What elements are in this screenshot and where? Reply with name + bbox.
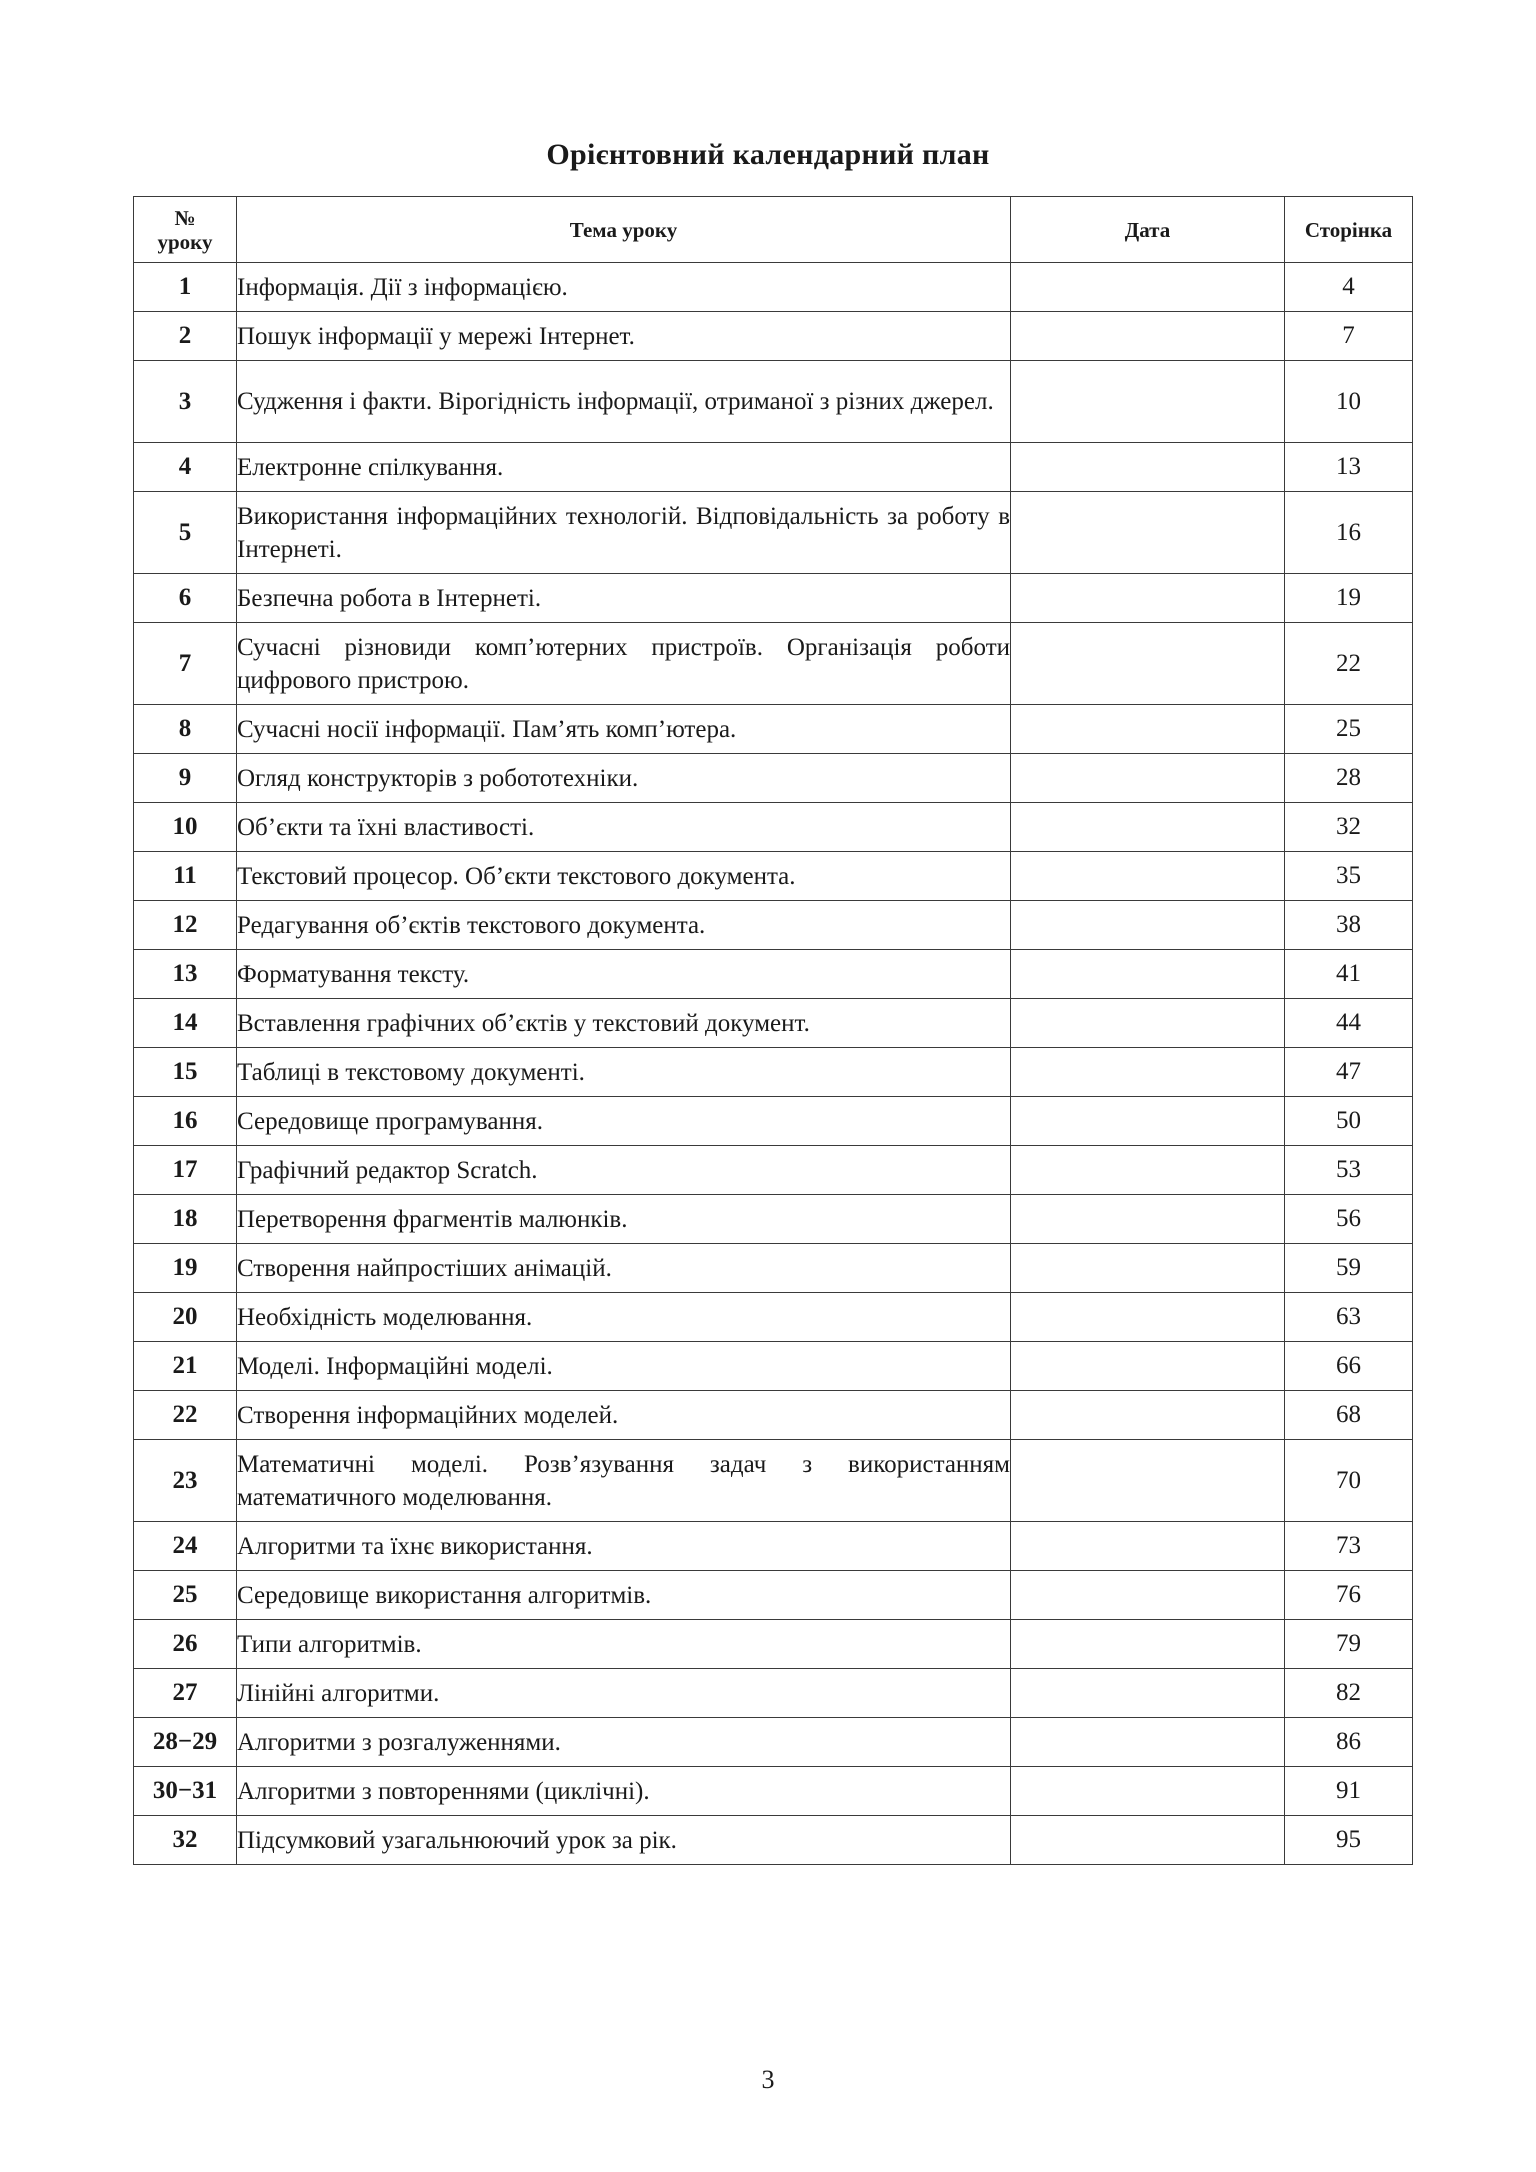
- table-row: [134, 443, 1413, 492]
- lesson-date-cell[interactable]: [1011, 1244, 1285, 1293]
- table-row: [134, 901, 1413, 950]
- lesson-page: 86: [1285, 1718, 1413, 1767]
- lesson-date-cell[interactable]: [1011, 1293, 1285, 1342]
- table-row: [134, 1620, 1413, 1669]
- lesson-date-cell[interactable]: [1011, 1522, 1285, 1571]
- lesson-number: 8: [134, 705, 237, 754]
- lesson-number: 28−29: [134, 1718, 237, 1767]
- lesson-date-cell[interactable]: [1011, 361, 1285, 443]
- lesson-page: 91: [1285, 1767, 1413, 1816]
- table-row: [134, 492, 1413, 574]
- lesson-number: 30−31: [134, 1767, 237, 1816]
- lesson-date-cell[interactable]: [1011, 705, 1285, 754]
- lesson-number: 11: [134, 852, 237, 901]
- lesson-date-cell[interactable]: [1011, 754, 1285, 803]
- lesson-date-cell[interactable]: [1011, 1620, 1285, 1669]
- lesson-date-cell[interactable]: [1011, 1097, 1285, 1146]
- lesson-date-cell[interactable]: [1011, 1440, 1285, 1522]
- lesson-topic: Алгоритми та їхнє використання.: [237, 1522, 1011, 1571]
- table-row: [134, 1195, 1413, 1244]
- lesson-page: 32: [1285, 803, 1413, 852]
- lesson-topic: Електронне спілкування.: [237, 443, 1011, 492]
- lesson-number: 21: [134, 1342, 237, 1391]
- table-row: [134, 705, 1413, 754]
- lesson-topic: Безпечна робота в Інтернеті.: [237, 574, 1011, 623]
- lesson-topic: Таблиці в текстовому документі.: [237, 1048, 1011, 1097]
- page-number: 3: [761, 2065, 775, 2094]
- lesson-date-cell[interactable]: [1011, 1767, 1285, 1816]
- lesson-topic: Математичні моделі. Розв’язування задач з використанням математичного моделювання.: [237, 1440, 1011, 1522]
- lesson-page: 44: [1285, 999, 1413, 1048]
- header-date: Дата: [1011, 197, 1285, 263]
- table-row: [134, 1669, 1413, 1718]
- lesson-page: 41: [1285, 950, 1413, 999]
- lesson-date-cell[interactable]: [1011, 492, 1285, 574]
- lesson-date-cell[interactable]: [1011, 443, 1285, 492]
- table-row: [134, 1391, 1413, 1440]
- lesson-topic: Необхідність моделювання.: [237, 1293, 1011, 1342]
- lesson-page: 47: [1285, 1048, 1413, 1097]
- lesson-topic: Вставлення графічних об’єктів у текстовий документ.: [237, 999, 1011, 1048]
- lesson-topic: Типи алгоритмів.: [237, 1620, 1011, 1669]
- lesson-topic: Сучасні різновиди комп’ютерних пристроїв. Організація роботи цифрового пристрою.: [237, 623, 1011, 705]
- lesson-number: 22: [134, 1391, 237, 1440]
- lesson-number: 26: [134, 1620, 237, 1669]
- lesson-number: 32: [134, 1816, 237, 1865]
- page-title: Орієнтовний календарний план: [546, 138, 990, 171]
- lesson-number: 1: [134, 263, 237, 312]
- lesson-page: 95: [1285, 1816, 1413, 1865]
- lesson-number: 19: [134, 1244, 237, 1293]
- lesson-number: 9: [134, 754, 237, 803]
- table-row: [134, 1718, 1413, 1767]
- lesson-number: 18: [134, 1195, 237, 1244]
- lesson-topic: Алгоритми з розгалуженнями.: [237, 1718, 1011, 1767]
- lesson-page: 4: [1285, 263, 1413, 312]
- lesson-topic: Графічний редактор Scratch.: [237, 1146, 1011, 1195]
- lesson-number: 10: [134, 803, 237, 852]
- table-row: [134, 1342, 1413, 1391]
- lesson-page: 56: [1285, 1195, 1413, 1244]
- lesson-date-cell[interactable]: [1011, 623, 1285, 705]
- lesson-topic: Текстовий процесор. Об’єкти текстового документа.: [237, 852, 1011, 901]
- table-row: [134, 1048, 1413, 1097]
- table-header-row: [134, 197, 1413, 263]
- table-row: [134, 312, 1413, 361]
- table-row: [134, 1293, 1413, 1342]
- lesson-page: 79: [1285, 1620, 1413, 1669]
- table-row: [134, 1522, 1413, 1571]
- table-row: [134, 999, 1413, 1048]
- lesson-number: 27: [134, 1669, 237, 1718]
- lesson-number: 3: [134, 361, 237, 443]
- lesson-topic: Використання інформаційних технологій. Відповідальність за роботу в Інтернеті.: [237, 492, 1011, 574]
- lesson-date-cell[interactable]: [1011, 901, 1285, 950]
- lesson-number: 16: [134, 1097, 237, 1146]
- lesson-page: 50: [1285, 1097, 1413, 1146]
- lesson-date-cell[interactable]: [1011, 1342, 1285, 1391]
- lesson-topic: Пошук інформації у мережі Інтернет.: [237, 312, 1011, 361]
- lesson-date-cell[interactable]: [1011, 999, 1285, 1048]
- table-row: [134, 1244, 1413, 1293]
- lesson-topic: Редагування об’єктів текстового документа.: [237, 901, 1011, 950]
- table-row: [134, 1097, 1413, 1146]
- table-row: [134, 1816, 1413, 1865]
- lesson-topic: Сучасні носії інформації. Пам’ять комп’ютера.: [237, 705, 1011, 754]
- lesson-date-cell[interactable]: [1011, 1146, 1285, 1195]
- lesson-topic: Інформація. Дії з інформацією.: [237, 263, 1011, 312]
- lesson-topic: Середовище використання алгоритмів.: [237, 1571, 1011, 1620]
- table-row: [134, 574, 1413, 623]
- lesson-page: 19: [1285, 574, 1413, 623]
- lesson-page: 10: [1285, 361, 1413, 443]
- lesson-topic: Підсумковий узагальнюючий урок за рік.: [237, 1816, 1011, 1865]
- lesson-page: 35: [1285, 852, 1413, 901]
- table-row: [134, 1440, 1413, 1522]
- table-row: [134, 361, 1413, 443]
- lesson-date-cell[interactable]: [1011, 1391, 1285, 1440]
- lesson-date-cell[interactable]: [1011, 950, 1285, 999]
- lesson-number: 12: [134, 901, 237, 950]
- header-lesson-number: № уроку: [134, 197, 237, 263]
- lesson-date-cell[interactable]: [1011, 1195, 1285, 1244]
- lesson-page: 70: [1285, 1440, 1413, 1522]
- lesson-number: 23: [134, 1440, 237, 1522]
- lesson-page: 82: [1285, 1669, 1413, 1718]
- lesson-date-cell[interactable]: [1011, 852, 1285, 901]
- lesson-topic: Об’єкти та їхні властивості.: [237, 803, 1011, 852]
- lesson-topic: Перетворення фрагментів малюнків.: [237, 1195, 1011, 1244]
- lesson-date-cell[interactable]: [1011, 1048, 1285, 1097]
- lesson-topic: Створення інформаційних моделей.: [237, 1391, 1011, 1440]
- lesson-topic: Середовище програмування.: [237, 1097, 1011, 1146]
- lesson-topic: Огляд конструкторів з робототехніки.: [237, 754, 1011, 803]
- table-row: [134, 754, 1413, 803]
- lesson-topic: Алгоритми з повтореннями (циклічні).: [237, 1767, 1011, 1816]
- lesson-topic: Судження і факти. Вірогідність інформації, отриманої з різних джерел.: [237, 361, 1011, 443]
- lesson-date-cell[interactable]: [1011, 1669, 1285, 1718]
- lesson-page: 38: [1285, 901, 1413, 950]
- table-row: [134, 263, 1413, 312]
- lesson-date-cell[interactable]: [1011, 312, 1285, 361]
- lesson-page: 25: [1285, 705, 1413, 754]
- lesson-number: 24: [134, 1522, 237, 1571]
- lesson-page: 7: [1285, 312, 1413, 361]
- lesson-page: 16: [1285, 492, 1413, 574]
- table-row: [134, 1146, 1413, 1195]
- lesson-number: 7: [134, 623, 237, 705]
- lesson-page: 59: [1285, 1244, 1413, 1293]
- lesson-date-cell[interactable]: [1011, 1718, 1285, 1767]
- lesson-page: 53: [1285, 1146, 1413, 1195]
- lesson-number: 20: [134, 1293, 237, 1342]
- lesson-page: 76: [1285, 1571, 1413, 1620]
- lesson-number: 15: [134, 1048, 237, 1097]
- lesson-page: 28: [1285, 754, 1413, 803]
- lesson-topic: Створення найпростіших анімацій.: [237, 1244, 1011, 1293]
- lesson-page: 63: [1285, 1293, 1413, 1342]
- table-row: [134, 852, 1413, 901]
- lesson-number: 25: [134, 1571, 237, 1620]
- lesson-number: 17: [134, 1146, 237, 1195]
- lesson-number: 4: [134, 443, 237, 492]
- lesson-number: 2: [134, 312, 237, 361]
- lesson-page: 22: [1285, 623, 1413, 705]
- lesson-page: 73: [1285, 1522, 1413, 1571]
- lesson-plan-table: [133, 196, 1413, 1865]
- lesson-date-cell[interactable]: [1011, 574, 1285, 623]
- table-row: [134, 803, 1413, 852]
- lesson-page: 13: [1285, 443, 1413, 492]
- table-row: [134, 1571, 1413, 1620]
- lesson-topic: Лінійні алгоритми.: [237, 1669, 1011, 1718]
- lesson-date-cell[interactable]: [1011, 263, 1285, 312]
- table-row: [134, 1767, 1413, 1816]
- table-body: [134, 263, 1413, 1865]
- lesson-page: 68: [1285, 1391, 1413, 1440]
- lesson-number: 5: [134, 492, 237, 574]
- lesson-page: 66: [1285, 1342, 1413, 1391]
- lesson-number: 6: [134, 574, 237, 623]
- table-row: [134, 950, 1413, 999]
- lesson-date-cell[interactable]: [1011, 1816, 1285, 1865]
- lesson-date-cell[interactable]: [1011, 1571, 1285, 1620]
- lesson-topic: Форматування тексту.: [237, 950, 1011, 999]
- header-page: Сторінка: [1285, 197, 1413, 263]
- lesson-date-cell[interactable]: [1011, 803, 1285, 852]
- header-topic: Тема уроку: [237, 197, 1011, 263]
- lesson-topic: Моделі. Інформаційні моделі.: [237, 1342, 1011, 1391]
- lesson-number: 13: [134, 950, 237, 999]
- table-row: [134, 623, 1413, 705]
- lesson-number: 14: [134, 999, 237, 1048]
